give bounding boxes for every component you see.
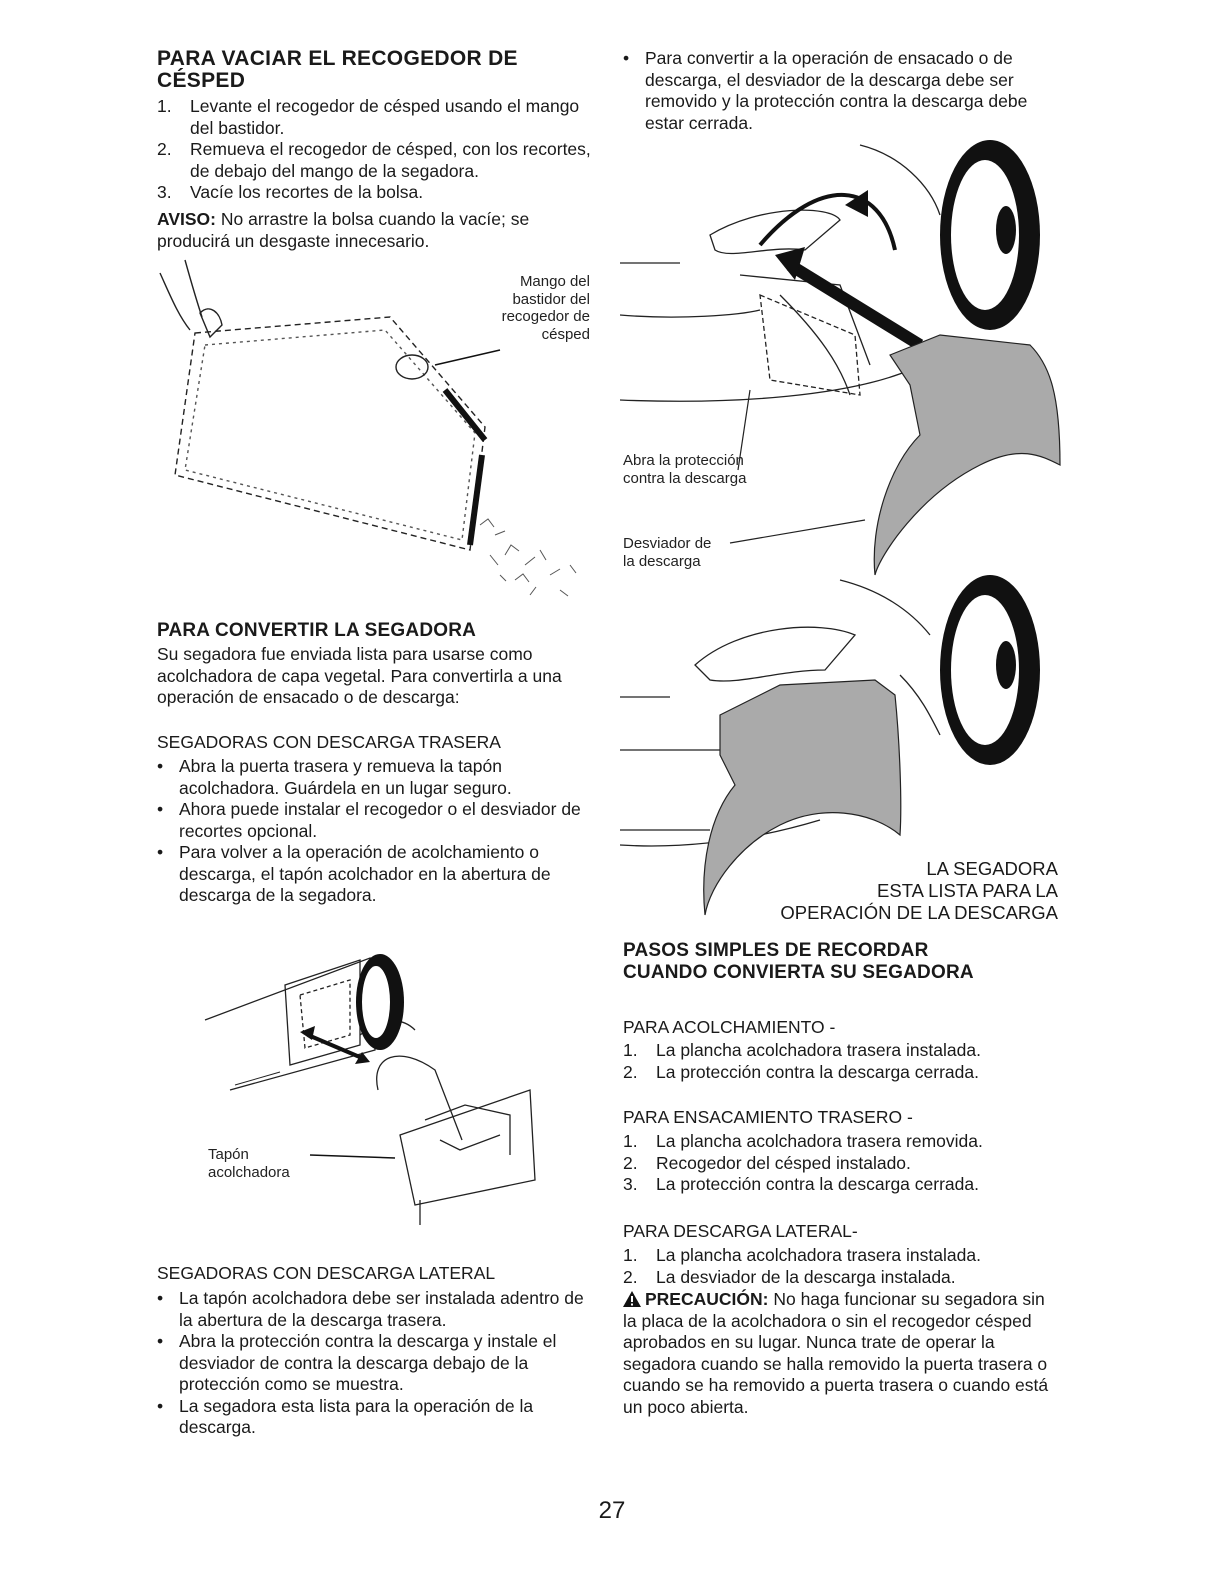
mulching-plug-illustration — [200, 940, 560, 1230]
aviso-note: AVISO: No arrastre la bolsa cuando la vacíe; se producirá un desgaste innecesario. — [157, 209, 530, 251]
group-heading-side: PARA DESCARGA LATERAL- — [623, 1221, 858, 1241]
caution-note: PRECAUCIÓN: No haga funcionar su segadora sin la placa de la acolchadora o sin el recogedor césped aprobados en su lugar. Nunca trate de operar la segadora cuando se halla removido la puerta trasera o cuando se ha removido a puerta trasera o cuando está un poco abierta. — [623, 1289, 1049, 1417]
warning-triangle-icon — [623, 1291, 641, 1307]
group-heading-bagging: PARA ENSACAMIENTO TRASERO - — [623, 1107, 913, 1127]
rear-discharge-heading: SEGADORAS CON DESCARGA TRASERA — [157, 732, 501, 752]
list-item: • Abra la protección contra la descarga y instale el desviador de contra la descarga debajo de la protección como se muestra. — [157, 1331, 557, 1394]
list-item: 1. La plancha acolchadora trasera instalada. — [623, 1040, 981, 1060]
page-number: 27 — [598, 1497, 626, 1524]
rear-discharge-list — [157, 756, 587, 907]
figure-label-plug: Tapón acolchadora — [208, 1146, 290, 1181]
discharge-guard-illustration — [620, 135, 1070, 585]
list-item: • Para volver a la operación de acolchamiento o descarga, el tapón acolchador en la abertura de descarga de la segadora. — [157, 842, 551, 905]
figure-label-deflector: Desviador de la descarga — [623, 535, 712, 570]
convertir-intro: Su segadora fue enviada lista para usarse como acolchadora de capa vegetal. Para convertirla a una operación de ensacado o de descarga: — [157, 644, 562, 707]
list-item: 1. La plancha acolchadora trasera instalada. — [623, 1245, 981, 1265]
side-list — [623, 1245, 1063, 1288]
group-heading-mulching: PARA ACOLCHAMIENTO - — [623, 1017, 836, 1037]
list-item: • La tapón acolchadora debe ser instalada adentro de la abertura de la descarga trasera. — [157, 1288, 584, 1330]
list-item: 2. La protección contra la descarga cerrada. — [623, 1061, 979, 1082]
side-discharge-list — [157, 1288, 587, 1439]
list-item: 1. La plancha acolchadora trasera removida. — [623, 1131, 983, 1151]
list-item: 2. Recogedor del césped instalado. — [623, 1152, 911, 1173]
list-item: 2. Remueva el recogedor de césped, con los recortes, de debajo del mango de la segadora. — [157, 139, 591, 181]
figure-label-handle: Mango del bastidor del recogedor de césped — [501, 273, 590, 343]
list-item: • La segadora esta lista para la operación de la descarga. — [157, 1395, 534, 1437]
list-item: • Ahora puede instalar el recogedor o el desviador de recortes opcional. — [157, 799, 581, 841]
list-item: 3. La protección contra la descarga cerrada. — [623, 1174, 979, 1194]
right-top-bullet — [623, 48, 1063, 134]
mulching-list — [623, 1040, 1063, 1083]
section-title-vaciar: PARA VACIAR EL RECOGEDOR DE CÉSPED — [157, 47, 518, 92]
figure-label-open-guard: Abra la protección contra la descarga — [623, 452, 747, 487]
list-item: 3. Vacíe los recortes de la bolsa. — [157, 182, 424, 202]
list-item: 2. La desviador de la descarga instalada. — [623, 1266, 956, 1287]
list-item: • Abra la puerta trasera y remueva la tapón acolchadora. Guárdela en un lugar seguro. — [157, 756, 512, 798]
list-item: • Para convertir a la operación de ensacado o de descarga, el desviador de la descarga debe ser removido y la protección contra la descarga debe estar cerrada. — [623, 48, 1028, 133]
list-item: 1. Levante el recogedor de césped usando el mango del bastidor. — [157, 96, 580, 138]
bagging-list — [623, 1131, 1063, 1196]
vaciar-steps — [157, 96, 597, 204]
side-discharge-heading: SEGADORAS CON DESCARGA LATERAL — [157, 1263, 496, 1283]
ready-caption: LA SEGADORA ESTA LISTA PARA LA OPERACIÓN DE LA DESCARGA — [780, 858, 1058, 923]
section-title-convertir: PARA CONVERTIR LA SEGADORA — [157, 620, 477, 641]
steps-title: PASOS SIMPLES DE RECORDAR CUANDO CONVIERTA SU SEGADORA — [623, 940, 974, 983]
